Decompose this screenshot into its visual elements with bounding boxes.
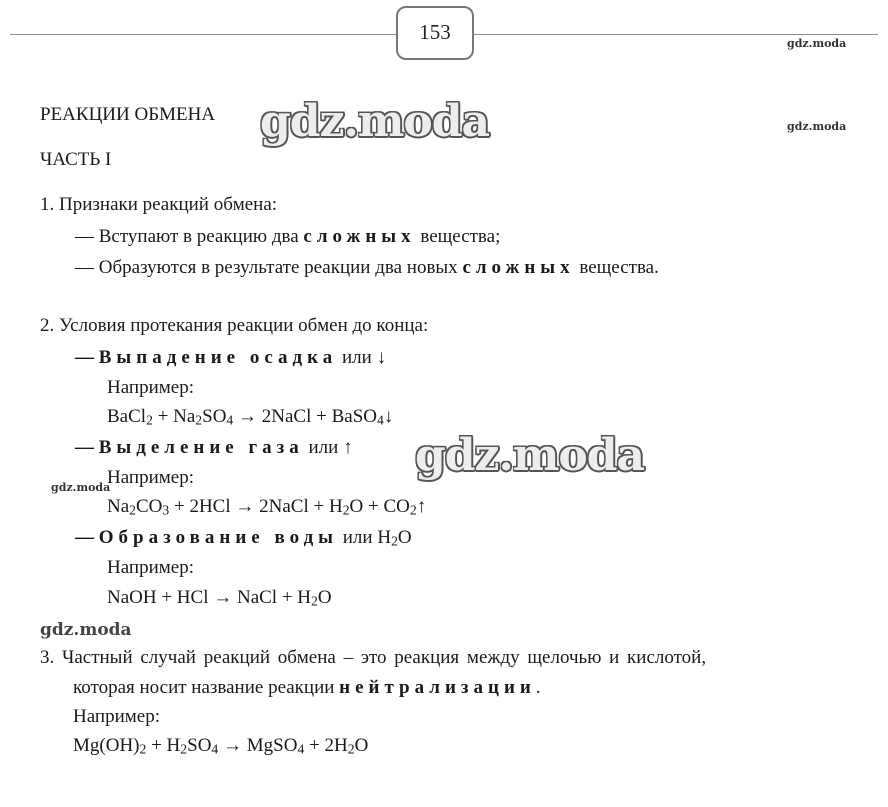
q2-heading: 2. Условия протекания реакции обмен до конца:	[40, 315, 429, 336]
watermark-left: gdz.moda	[51, 481, 111, 494]
q3-eq-subscript: 2	[180, 741, 188, 757]
q1-line-1-key: сложных	[303, 226, 416, 247]
page-number: 153	[419, 20, 451, 44]
q1-line-2	[75, 258, 659, 277]
q2-condition-3	[75, 528, 412, 547]
section-part: ЧАСТЬ I	[40, 149, 112, 170]
eq1-subscript: 4	[376, 412, 384, 428]
q3-eq-subscript: 4	[297, 741, 305, 757]
q1-line-2-pre: — Образуются в результате реакции два новых	[75, 257, 463, 278]
gas-arrow-icon: ↑	[416, 496, 427, 517]
q3-eq-part: + H	[146, 735, 181, 756]
q3-eq-part: SO	[187, 735, 212, 756]
q2-example-label-1: Например:	[107, 377, 194, 398]
q3-line-1: 3. Частный случай реакций обмена – это реакция между щелочью и кислотой,	[40, 647, 707, 668]
eq1-part: SO	[202, 406, 227, 427]
header-rule-left	[10, 34, 396, 35]
q2-dash-2: —	[75, 437, 94, 458]
eq2-subscript: 2	[409, 502, 417, 518]
q3-line-2	[73, 678, 541, 697]
q2-example-label-3: Например:	[107, 557, 194, 578]
q3-eq-part: → MgSO	[218, 735, 298, 756]
q3-line-2-post: .	[535, 677, 541, 698]
q2-dash-1: —	[75, 347, 94, 368]
eq2-subscript: 2	[342, 502, 350, 518]
eq2-part: CO	[136, 496, 163, 517]
q2-example-label-2: Например:	[107, 467, 194, 488]
header-rule-right	[474, 34, 878, 35]
eq2-part: Na	[107, 496, 130, 517]
eq1-subscript: 4	[226, 412, 234, 428]
q2-condition-2	[75, 438, 353, 457]
q2-dash-3: —	[75, 527, 94, 548]
q2-condition-3-sub: 2	[391, 533, 398, 549]
watermark-top-right: gdz.moda	[787, 37, 847, 50]
q3-eq-subscript: 2	[347, 741, 355, 757]
eq1-subscript: 2	[195, 412, 203, 428]
q3-eq-subscript: 4	[211, 741, 219, 757]
precipitate-arrow-icon: ↓	[383, 406, 394, 427]
q2-condition-3-key: Образование воды	[98, 527, 339, 548]
q1-line-2-post: вещества.	[574, 257, 659, 278]
eq2-part: O + CO	[349, 496, 410, 517]
eq1-part: + Na	[152, 406, 196, 427]
q2-equation-2	[107, 497, 426, 516]
q2-condition-3-end: O	[397, 527, 412, 548]
q2-condition-1-key: Выпадение осадка	[98, 347, 338, 368]
q2-condition-3-post: или H	[338, 527, 392, 548]
q1-line-1-pre: — Вступают в реакцию два	[75, 226, 304, 247]
q3-eq-part: + 2H	[304, 735, 348, 756]
q2-condition-2-key: Выделение газа	[98, 437, 304, 458]
eq2-subscript: 2	[129, 502, 136, 518]
page-number-box	[396, 6, 474, 60]
section-title: РЕАКЦИИ ОБМЕНА	[40, 104, 216, 125]
watermark-large-middle: gdz.moda	[415, 430, 645, 481]
q2-condition-1-post: или ↓	[337, 347, 387, 368]
q1-line-2-key: сложных	[462, 257, 575, 278]
q2-condition-1	[75, 348, 386, 367]
eq3-subscript: 2	[311, 593, 318, 609]
q1-line-1-post: вещества;	[415, 226, 501, 247]
eq3-part: O	[317, 587, 332, 608]
q3-eq-part: Mg(OH)	[73, 735, 140, 756]
q1-line-1	[75, 227, 500, 246]
eq3-part: NaOH + HCl → NaCl + H	[107, 587, 312, 608]
q3-example-label: Например:	[73, 706, 160, 727]
eq1-part: BaCl	[107, 406, 147, 427]
watermark-large-top: gdz.moda	[260, 96, 490, 147]
q3-line-2-pre: которая носит название реакции	[73, 677, 340, 698]
q3-eq-subscript: 2	[139, 741, 147, 757]
q2-equation-1	[107, 407, 393, 426]
eq2-part: + 2HCl → 2NaCl + H	[169, 496, 343, 517]
eq2-subscript: 3	[162, 502, 170, 518]
eq1-subscript: 2	[146, 412, 153, 428]
q3-equation	[73, 736, 368, 755]
eq1-part: → 2NaCl + BaSO	[233, 406, 377, 427]
q3-eq-part: O	[354, 735, 369, 756]
q3-line-2-key: нейтрализации	[339, 677, 536, 698]
watermark-bottom-left: gdz.moda	[40, 620, 132, 640]
q2-condition-2-post: или ↑	[303, 437, 353, 458]
q1-heading: 1. Признаки реакций обмена:	[40, 194, 278, 215]
watermark-right: gdz.moda	[787, 120, 847, 133]
q2-equation-3	[107, 588, 332, 607]
